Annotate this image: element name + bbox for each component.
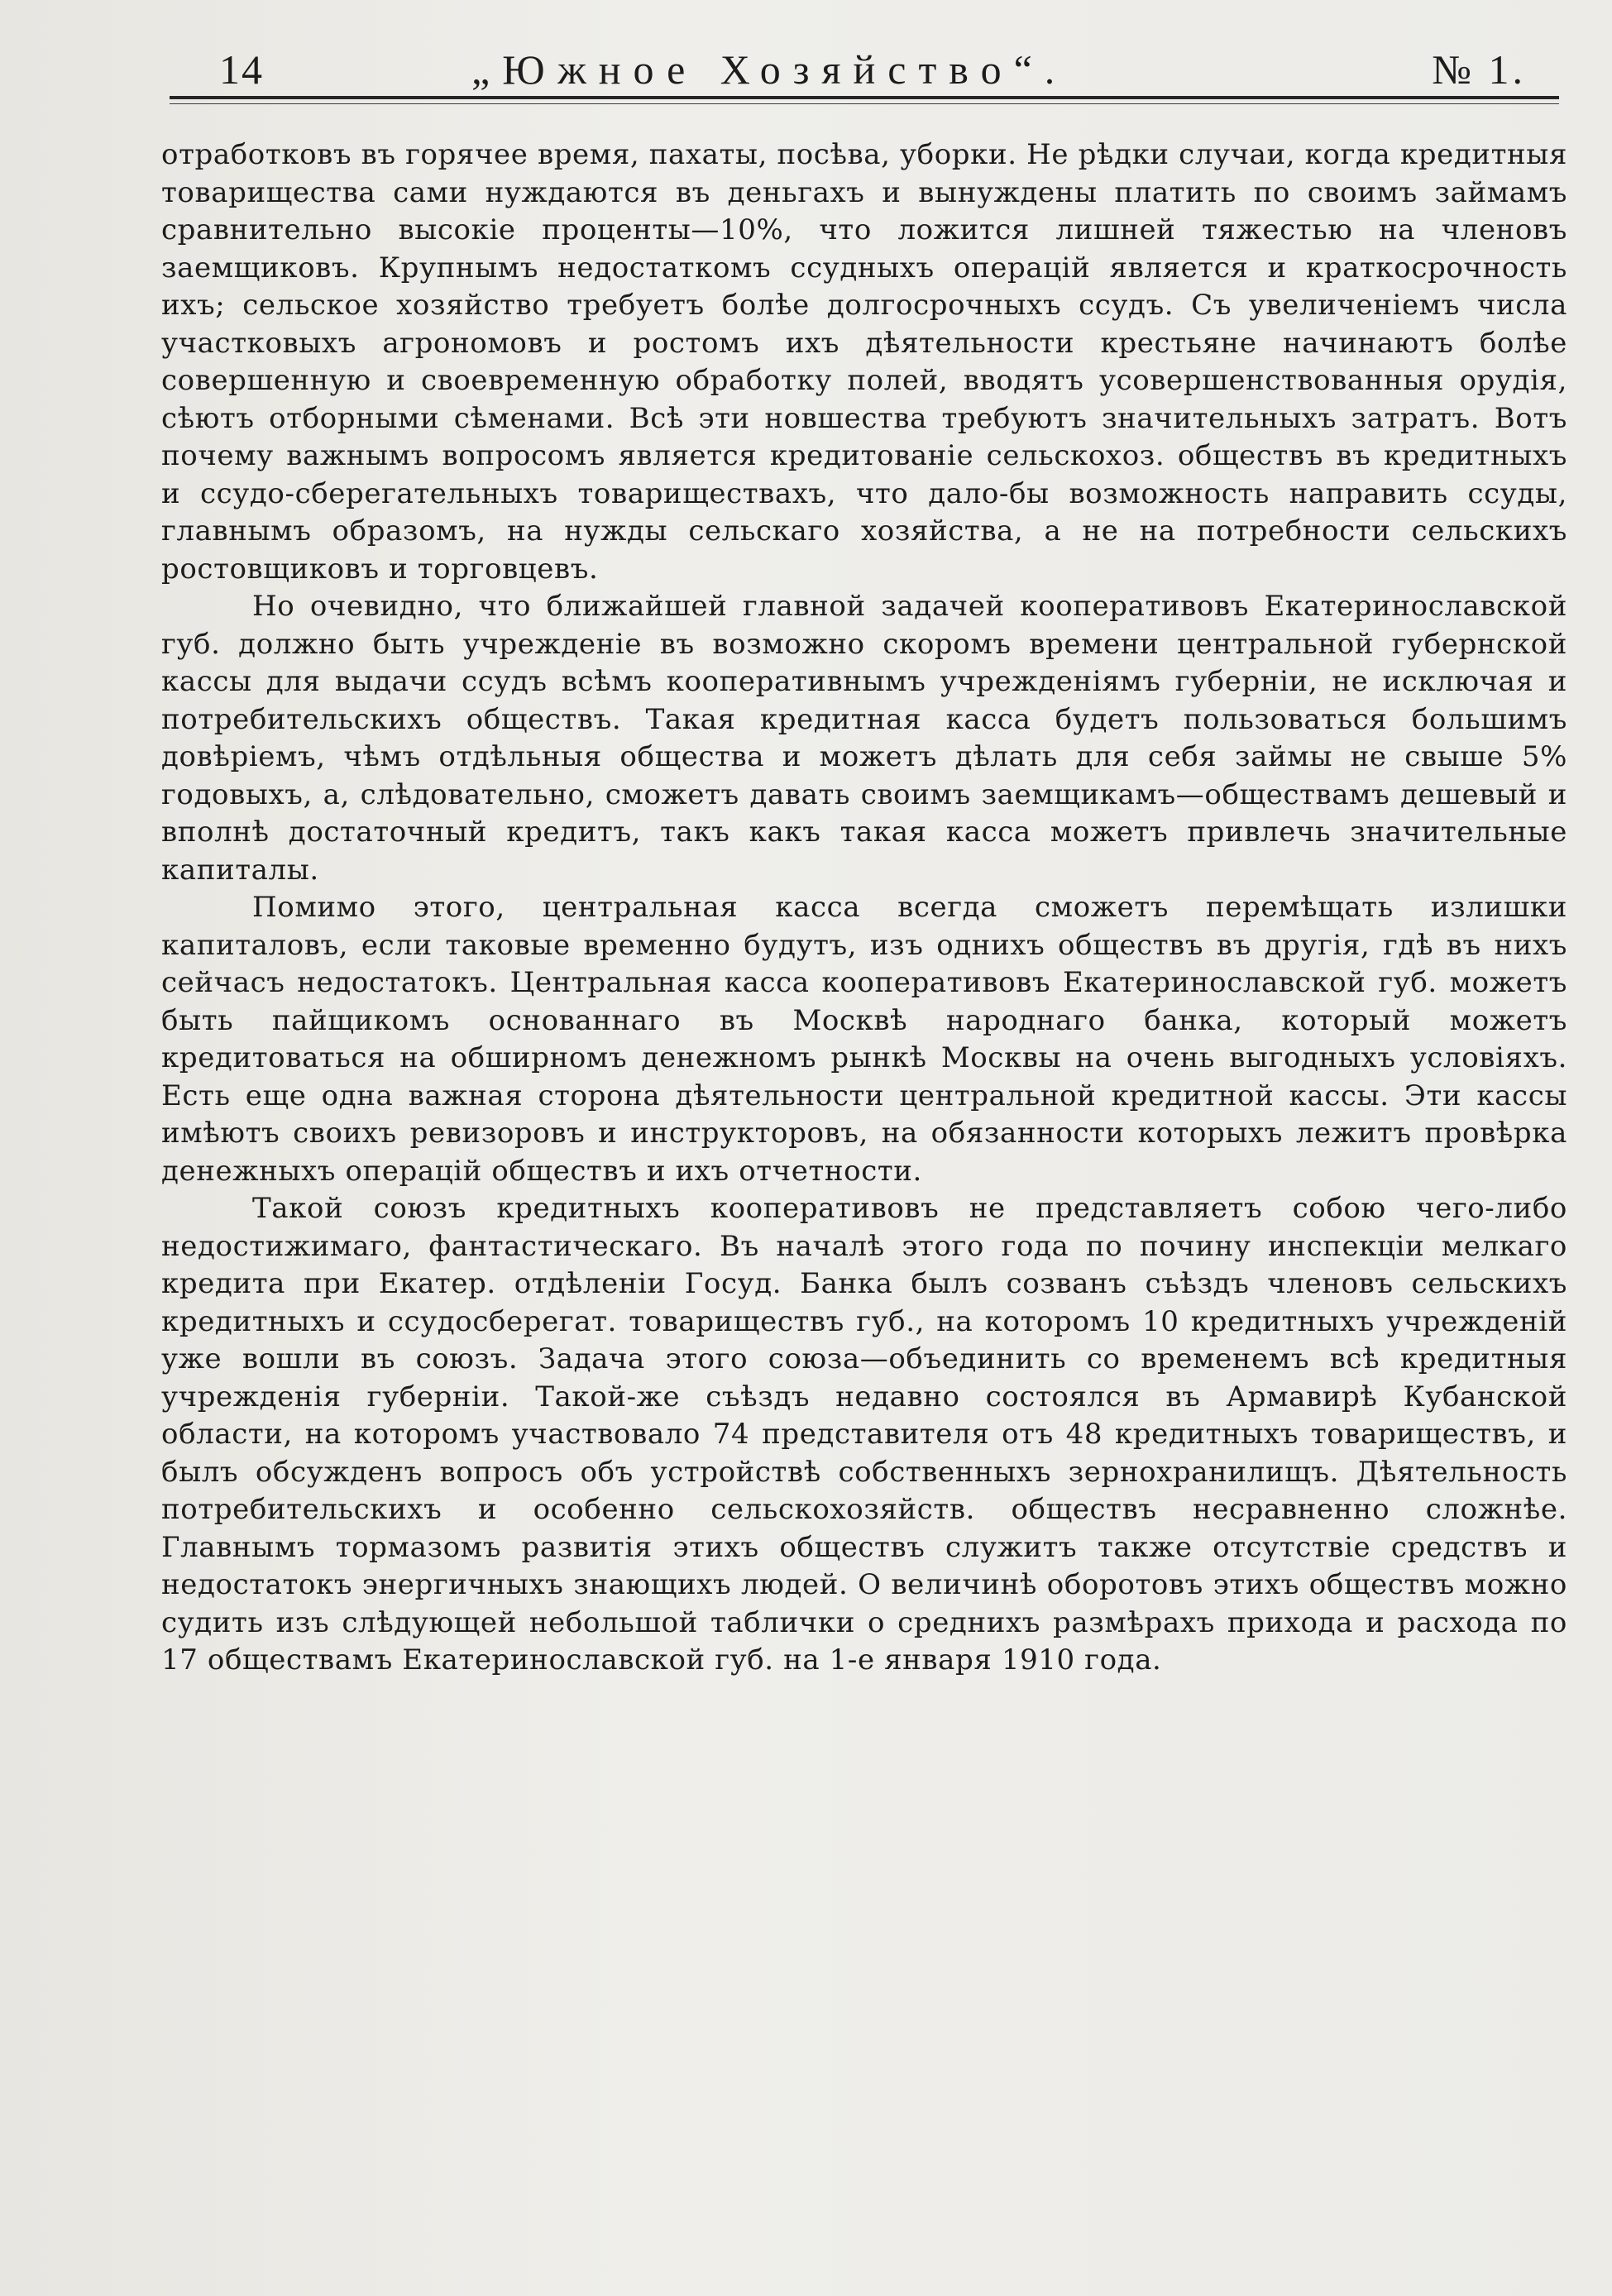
- article-body: [161, 136, 1567, 1680]
- issue-number: № 1.: [1432, 46, 1526, 93]
- paragraph-3: Помимо этого, центральная касса всегда сможетъ перемѣщать излишки капиталовъ, если таковые временно будутъ, изъ однихъ обществъ въ другія, гдѣ въ нихъ сейчасъ недостатокъ. Центральная касса кооперативовъ Екатеринославской губ. можетъ быть пайщикомъ основаннаго въ Москвѣ народнаго банка, который можетъ кредитоваться на обширномъ денежномъ рынкѣ Москвы на очень выгодныхъ условіяхъ. Есть еще одна важная сторона дѣятельности центральной кредитной кассы. Эти кассы имѣютъ своихъ ревизоровъ и инструкторовъ, на обязанности которыхъ лежитъ провѣрка денежныхъ операцій обществъ и ихъ отчетности.: [161, 891, 1567, 1188]
- paragraph-2: Но очевидно, что ближайшей главной задачей кооперативовъ Екатеринославской губ. должно быть учрежденіе въ возможно скоромъ времени центральной губернской кассы для выдачи ссудъ всѣмъ кооперативнымъ учрежденіямъ губерніи, не исключая и потребительскихъ обществъ. Такая кредитная касса будетъ пользоваться большимъ довѣріемъ, чѣмъ отдѣльныя общества и можетъ дѣлать для себя займы не свыше 5% годовыхъ, а, слѣдовательно, сможетъ давать своимъ заемщикамъ—обществамъ дешевый и вполнѣ достаточный кредитъ, такъ какъ такая касса можетъ привлечь значительные капиталы.: [161, 590, 1567, 887]
- header-rule-thin: [170, 103, 1559, 104]
- paragraph-1: отработковъ въ горячее время, пахаты, посѣва, уборки. Не рѣдки случаи, когда кредитныя товарищества сами нуждаются въ деньгахъ и вынуждены платить по своимъ займамъ сравнительно высокіе проценты—10%, что ложится лишней тяжестью на членовъ заемщиковъ. Крупнымъ недостаткомъ ссудныхъ операцій является и краткосрочность ихъ; сельское хозяйство требуетъ болѣе долгосрочныхъ ссудъ. Съ увеличеніемъ числа участковыхъ агрономовъ и ростомъ ихъ дѣятельности крестьяне начинаютъ болѣе совершенную и своевременную обработку полей, вводятъ усовершенствованныя орудія, сѣютъ отборными сѣменами. Всѣ эти новшества требуютъ значительныхъ затратъ. Вотъ почему важнымъ вопросомъ является кредитованіе сельскохоз. обществъ въ кредитныхъ и ссудо-сберегательныхъ товариществахъ, что дало-бы возможность направить ссуды, главнымъ образомъ, на нужды сельскаго хозяйства, а не на потребности сельскихъ ростовщиковъ и торговцевъ.: [161, 138, 1567, 586]
- header-rule-thick: [170, 96, 1559, 99]
- running-head: [170, 43, 1559, 96]
- page-number: 14: [219, 46, 264, 93]
- journal-title: „Южное Хозяйство“.: [471, 46, 1068, 93]
- paragraph-4: Такой союзъ кредитныхъ кооперативовъ не представляетъ собою чего-либо недостижимаго, фантастическаго. Въ началѣ этого года по почину инспекціи мелкаго кредита при Екатер. отдѣленіи Госуд. Банка былъ созванъ съѣздъ членовъ сельскихъ кредитныхъ и ссудосберегат. товариществъ губ., на которомъ 10 кредитныхъ учрежденій уже вошли въ союзъ. Задача этого союза—объединить со временемъ всѣ кредитныя учрежденія губерніи. Такой-же съѣздъ недавно состоялся въ Армавирѣ Кубанской области, на которомъ участвовало 74 представителя отъ 48 кредитныхъ товариществъ, и былъ обсужденъ вопросъ объ устройствѣ собственныхъ зернохранилищъ. Дѣятельность потребительскихъ и особенно сельскохозяйств. обществъ несравненно сложнѣе. Главнымъ тормазомъ развитія этихъ обществъ служитъ также отсутствіе средствъ и недостатокъ энергичныхъ знающихъ людей. О величинѣ оборотовъ этихъ обществъ можно судить изъ слѣдующей небольшой таблички о среднихъ размѣрахъ прихода и расхода по 17 обществамъ Екатеринославской губ. на 1-е января 1910 года.: [161, 1192, 1567, 1677]
